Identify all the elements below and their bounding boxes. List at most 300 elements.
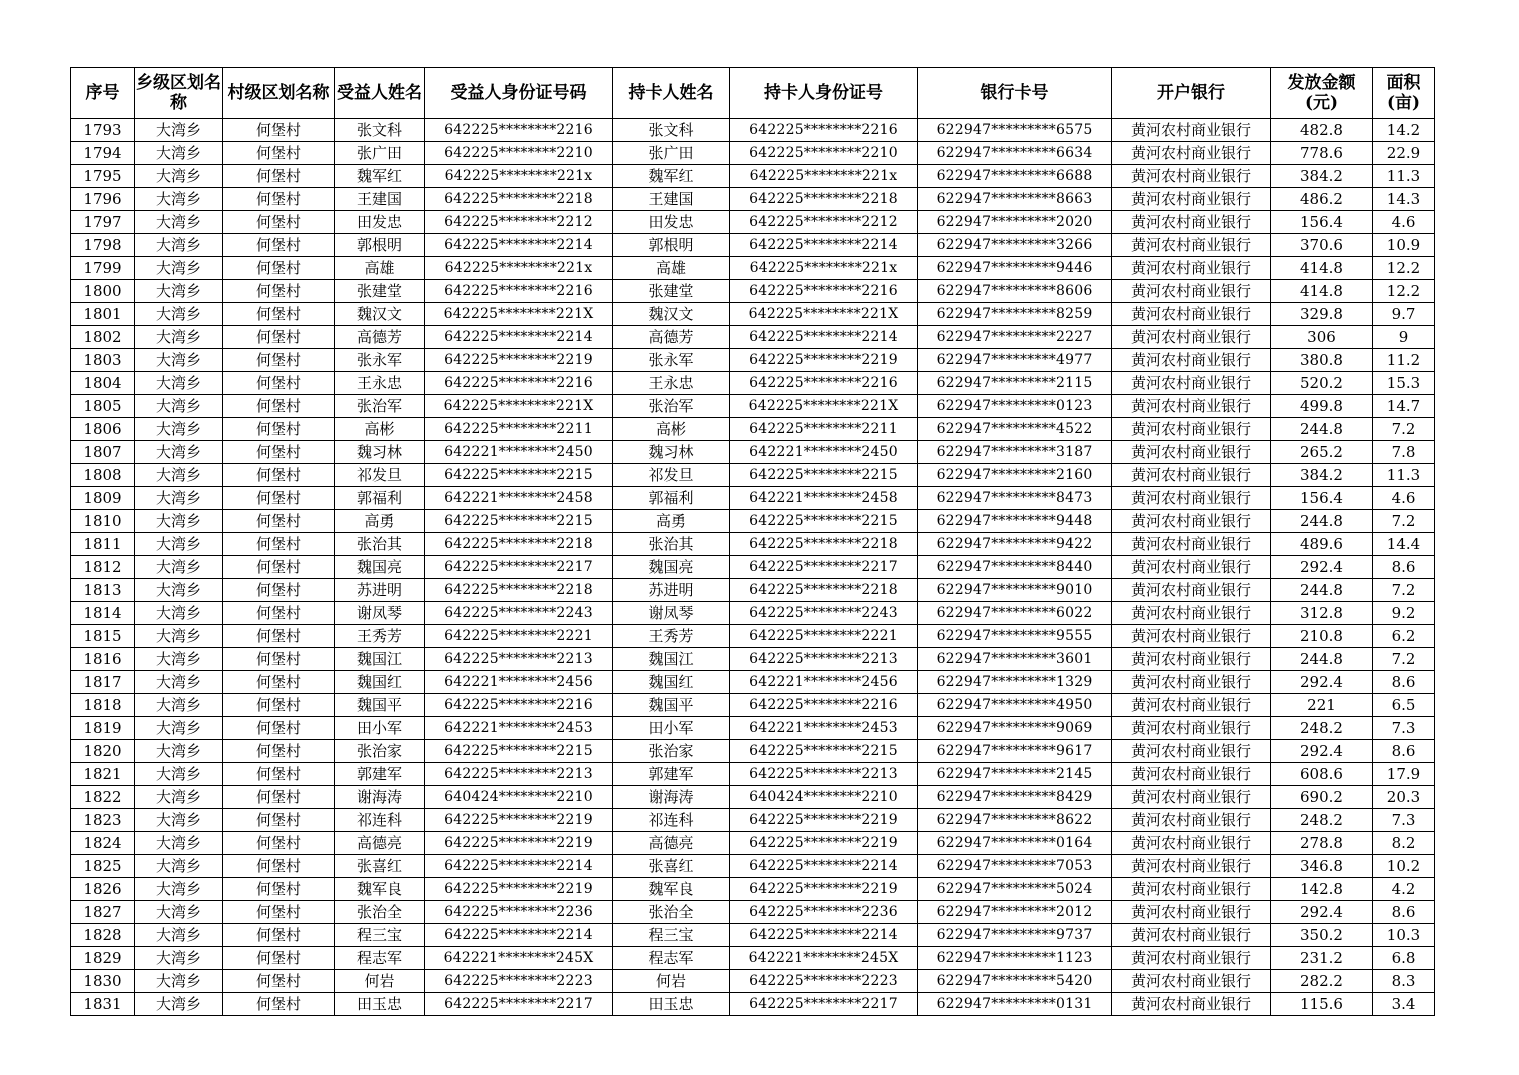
serial-cell: 1818: [71, 694, 135, 717]
village-cell: 何堡村: [223, 832, 335, 855]
bank-cell: 黄河农村商业银行: [1112, 786, 1271, 809]
cardholder-id-cell: 642225********2214: [730, 924, 918, 947]
area-cell: 14.3: [1373, 188, 1435, 211]
beneficiary-name-cell: 张治其: [335, 533, 425, 556]
village-cell: 何堡村: [223, 119, 335, 142]
bank-cell: 黄河农村商业银行: [1112, 142, 1271, 165]
header-area: 面积(亩): [1373, 68, 1435, 119]
area-cell: 9.7: [1373, 303, 1435, 326]
header-township: 乡级区划名称: [135, 68, 223, 119]
bank-card-cell: 622947*********5420: [918, 970, 1112, 993]
table-row: [71, 441, 1435, 464]
bank-cell: 黄河农村商业银行: [1112, 556, 1271, 579]
cardholder-id-cell: 642225********2216: [730, 694, 918, 717]
bank-card-cell: 622947*********1329: [918, 671, 1112, 694]
township-cell: 大湾乡: [135, 648, 223, 671]
cardholder-name-cell: 张治其: [613, 533, 730, 556]
bank-card-cell: 622947*********8473: [918, 487, 1112, 510]
table-row: [71, 349, 1435, 372]
cardholder-name-cell: 魏习林: [613, 441, 730, 464]
township-cell: 大湾乡: [135, 924, 223, 947]
bank-cell: 黄河农村商业银行: [1112, 648, 1271, 671]
township-cell: 大湾乡: [135, 142, 223, 165]
village-cell: 何堡村: [223, 878, 335, 901]
cardholder-id-cell: 642225********2214: [730, 326, 918, 349]
amount-cell: 282.2: [1271, 970, 1373, 993]
beneficiary-id-cell: 642225********2218: [425, 533, 613, 556]
area-cell: 7.2: [1373, 418, 1435, 441]
village-cell: 何堡村: [223, 257, 335, 280]
beneficiary-name-cell: 王秀芳: [335, 625, 425, 648]
bank-cell: 黄河农村商业银行: [1112, 993, 1271, 1016]
beneficiary-name-cell: 郭根明: [335, 234, 425, 257]
township-cell: 大湾乡: [135, 280, 223, 303]
beneficiary-id-cell: 642225********221x: [425, 257, 613, 280]
bank-card-cell: 622947*********6022: [918, 602, 1112, 625]
cardholder-name-cell: 张建堂: [613, 280, 730, 303]
serial-cell: 1794: [71, 142, 135, 165]
cardholder-name-cell: 高德芳: [613, 326, 730, 349]
area-cell: 10.3: [1373, 924, 1435, 947]
township-cell: 大湾乡: [135, 418, 223, 441]
township-cell: 大湾乡: [135, 671, 223, 694]
cardholder-name-cell: 张喜红: [613, 855, 730, 878]
beneficiary-id-cell: 642225********221X: [425, 303, 613, 326]
cardholder-id-cell: 642225********2215: [730, 510, 918, 533]
table-row: [71, 924, 1435, 947]
area-cell: 12.2: [1373, 257, 1435, 280]
area-cell: 14.7: [1373, 395, 1435, 418]
bank-card-cell: 622947*********8663: [918, 188, 1112, 211]
serial-cell: 1831: [71, 993, 135, 1016]
township-cell: 大湾乡: [135, 165, 223, 188]
area-cell: 10.9: [1373, 234, 1435, 257]
village-cell: 何堡村: [223, 901, 335, 924]
beneficiary-name-cell: 苏进明: [335, 579, 425, 602]
bank-cell: 黄河农村商业银行: [1112, 901, 1271, 924]
header-bank: 开户银行: [1112, 68, 1271, 119]
area-cell: 4.6: [1373, 211, 1435, 234]
beneficiary-id-cell: 642225********2219: [425, 878, 613, 901]
serial-cell: 1819: [71, 717, 135, 740]
beneficiary-id-cell: 642225********2223: [425, 970, 613, 993]
village-cell: 何堡村: [223, 165, 335, 188]
beneficiary-name-cell: 郭建军: [335, 763, 425, 786]
beneficiary-name-cell: 魏国平: [335, 694, 425, 717]
amount-cell: 278.8: [1271, 832, 1373, 855]
area-cell: 12.2: [1373, 280, 1435, 303]
amount-cell: 482.8: [1271, 119, 1373, 142]
serial-cell: 1814: [71, 602, 135, 625]
bank-cell: 黄河农村商业银行: [1112, 418, 1271, 441]
cardholder-id-cell: 642225********2214: [730, 855, 918, 878]
bank-cell: 黄河农村商业银行: [1112, 165, 1271, 188]
township-cell: 大湾乡: [135, 947, 223, 970]
cardholder-name-cell: 张治家: [613, 740, 730, 763]
table-body: [71, 119, 1435, 1016]
village-cell: 何堡村: [223, 464, 335, 487]
table-row: [71, 579, 1435, 602]
cardholder-id-cell: 642225********2223: [730, 970, 918, 993]
serial-cell: 1795: [71, 165, 135, 188]
township-cell: 大湾乡: [135, 602, 223, 625]
township-cell: 大湾乡: [135, 717, 223, 740]
bank-cell: 黄河农村商业银行: [1112, 119, 1271, 142]
cardholder-id-cell: 642225********2212: [730, 211, 918, 234]
cardholder-id-cell: 642225********2215: [730, 740, 918, 763]
village-cell: 何堡村: [223, 280, 335, 303]
amount-cell: 156.4: [1271, 211, 1373, 234]
bank-card-cell: 622947*********4522: [918, 418, 1112, 441]
township-cell: 大湾乡: [135, 395, 223, 418]
serial-cell: 1802: [71, 326, 135, 349]
village-cell: 何堡村: [223, 510, 335, 533]
beneficiary-id-cell: 642225********2211: [425, 418, 613, 441]
village-cell: 何堡村: [223, 924, 335, 947]
village-cell: 何堡村: [223, 556, 335, 579]
amount-cell: 210.8: [1271, 625, 1373, 648]
amount-cell: 231.2: [1271, 947, 1373, 970]
serial-cell: 1811: [71, 533, 135, 556]
bank-cell: 黄河农村商业银行: [1112, 303, 1271, 326]
cardholder-name-cell: 田发忠: [613, 211, 730, 234]
cardholder-id-cell: 642221********245X: [730, 947, 918, 970]
cardholder-id-cell: 642225********2219: [730, 349, 918, 372]
area-cell: 10.2: [1373, 855, 1435, 878]
beneficiary-id-cell: 642225********2215: [425, 464, 613, 487]
bank-cell: 黄河农村商业银行: [1112, 924, 1271, 947]
amount-cell: 221: [1271, 694, 1373, 717]
beneficiary-name-cell: 祁发旦: [335, 464, 425, 487]
beneficiary-id-cell: 642225********2216: [425, 372, 613, 395]
village-cell: 何堡村: [223, 809, 335, 832]
bank-card-cell: 622947*********2020: [918, 211, 1112, 234]
cardholder-name-cell: 魏汉文: [613, 303, 730, 326]
table-row: [71, 855, 1435, 878]
cardholder-name-cell: 魏军红: [613, 165, 730, 188]
serial-cell: 1825: [71, 855, 135, 878]
beneficiary-name-cell: 张广田: [335, 142, 425, 165]
serial-cell: 1821: [71, 763, 135, 786]
bank-card-cell: 622947*********9422: [918, 533, 1112, 556]
amount-cell: 329.8: [1271, 303, 1373, 326]
amount-cell: 156.4: [1271, 487, 1373, 510]
bank-cell: 黄河农村商业银行: [1112, 441, 1271, 464]
bank-cell: 黄河农村商业银行: [1112, 832, 1271, 855]
beneficiary-name-cell: 魏国江: [335, 648, 425, 671]
village-cell: 何堡村: [223, 717, 335, 740]
beneficiary-name-cell: 魏汉文: [335, 303, 425, 326]
cardholder-name-cell: 王建国: [613, 188, 730, 211]
beneficiary-name-cell: 张治家: [335, 740, 425, 763]
bank-card-cell: 622947*********8622: [918, 809, 1112, 832]
beneficiary-id-cell: 642225********2213: [425, 763, 613, 786]
serial-cell: 1793: [71, 119, 135, 142]
serial-cell: 1798: [71, 234, 135, 257]
amount-cell: 778.6: [1271, 142, 1373, 165]
amount-cell: 115.6: [1271, 993, 1373, 1016]
township-cell: 大湾乡: [135, 694, 223, 717]
serial-cell: 1812: [71, 556, 135, 579]
bank-card-cell: 622947*********9010: [918, 579, 1112, 602]
amount-cell: 265.2: [1271, 441, 1373, 464]
beneficiary-id-cell: 642225********2219: [425, 809, 613, 832]
beneficiary-name-cell: 张永军: [335, 349, 425, 372]
amount-cell: 380.8: [1271, 349, 1373, 372]
cardholder-name-cell: 张广田: [613, 142, 730, 165]
beneficiary-id-cell: 642225********2221: [425, 625, 613, 648]
cardholder-name-cell: 郭根明: [613, 234, 730, 257]
village-cell: 何堡村: [223, 602, 335, 625]
township-cell: 大湾乡: [135, 970, 223, 993]
beneficiary-id-cell: 642225********2217: [425, 556, 613, 579]
bank-card-cell: 622947*********8606: [918, 280, 1112, 303]
village-cell: 何堡村: [223, 142, 335, 165]
bank-card-cell: 622947*********2012: [918, 901, 1112, 924]
bank-card-cell: 622947*********9446: [918, 257, 1112, 280]
bank-card-cell: 622947*********9448: [918, 510, 1112, 533]
serial-cell: 1830: [71, 970, 135, 993]
beneficiary-name-cell: 张建堂: [335, 280, 425, 303]
village-cell: 何堡村: [223, 372, 335, 395]
table-row: [71, 303, 1435, 326]
beneficiary-id-cell: 642225********2218: [425, 188, 613, 211]
cardholder-id-cell: 642225********2216: [730, 280, 918, 303]
bank-cell: 黄河农村商业银行: [1112, 855, 1271, 878]
township-cell: 大湾乡: [135, 993, 223, 1016]
amount-cell: 248.2: [1271, 717, 1373, 740]
beneficiary-name-cell: 谢海涛: [335, 786, 425, 809]
bank-card-cell: 622947*********3266: [918, 234, 1112, 257]
township-cell: 大湾乡: [135, 786, 223, 809]
area-cell: 8.6: [1373, 740, 1435, 763]
cardholder-name-cell: 谢海涛: [613, 786, 730, 809]
serial-cell: 1820: [71, 740, 135, 763]
village-cell: 何堡村: [223, 533, 335, 556]
beneficiary-id-cell: 642225********2217: [425, 993, 613, 1016]
village-cell: 何堡村: [223, 740, 335, 763]
area-cell: 9: [1373, 326, 1435, 349]
cardholder-name-cell: 祁连科: [613, 809, 730, 832]
village-cell: 何堡村: [223, 211, 335, 234]
table-row: [71, 970, 1435, 993]
area-cell: 7.2: [1373, 648, 1435, 671]
serial-cell: 1829: [71, 947, 135, 970]
village-cell: 何堡村: [223, 855, 335, 878]
bank-cell: 黄河农村商业银行: [1112, 211, 1271, 234]
amount-cell: 292.4: [1271, 740, 1373, 763]
cardholder-id-cell: 642225********2236: [730, 901, 918, 924]
area-cell: 4.2: [1373, 878, 1435, 901]
table-row: [71, 395, 1435, 418]
amount-cell: 312.8: [1271, 602, 1373, 625]
village-cell: 何堡村: [223, 671, 335, 694]
table-row: [71, 326, 1435, 349]
beneficiary-id-cell: 642221********2453: [425, 717, 613, 740]
bank-cell: 黄河农村商业银行: [1112, 694, 1271, 717]
township-cell: 大湾乡: [135, 188, 223, 211]
beneficiary-name-cell: 高彬: [335, 418, 425, 441]
beneficiary-id-cell: 642225********2214: [425, 855, 613, 878]
cardholder-id-cell: 642225********2214: [730, 234, 918, 257]
cardholder-name-cell: 魏军良: [613, 878, 730, 901]
amount-cell: 370.6: [1271, 234, 1373, 257]
cardholder-id-cell: 642225********2221: [730, 625, 918, 648]
cardholder-id-cell: 642225********2218: [730, 579, 918, 602]
table-row: [71, 786, 1435, 809]
township-cell: 大湾乡: [135, 556, 223, 579]
serial-cell: 1816: [71, 648, 135, 671]
cardholder-name-cell: 田小军: [613, 717, 730, 740]
cardholder-id-cell: 642225********2217: [730, 993, 918, 1016]
bank-card-cell: 622947*********9737: [918, 924, 1112, 947]
amount-cell: 292.4: [1271, 671, 1373, 694]
table-header-row: [71, 68, 1435, 119]
area-cell: 8.6: [1373, 556, 1435, 579]
amount-cell: 499.8: [1271, 395, 1373, 418]
amount-cell: 414.8: [1271, 280, 1373, 303]
area-cell: 17.9: [1373, 763, 1435, 786]
cardholder-name-cell: 郭建军: [613, 763, 730, 786]
bank-cell: 黄河农村商业银行: [1112, 188, 1271, 211]
beneficiary-name-cell: 魏军红: [335, 165, 425, 188]
beneficiary-id-cell: 642221********245X: [425, 947, 613, 970]
cardholder-id-cell: 642225********2211: [730, 418, 918, 441]
table-row: [71, 464, 1435, 487]
village-cell: 何堡村: [223, 648, 335, 671]
header-cardholder-name: 持卡人姓名: [613, 68, 730, 119]
township-cell: 大湾乡: [135, 855, 223, 878]
area-cell: 6.2: [1373, 625, 1435, 648]
header-serial: 序号: [71, 68, 135, 119]
village-cell: 何堡村: [223, 303, 335, 326]
beneficiary-name-cell: 魏国亮: [335, 556, 425, 579]
area-cell: 8.6: [1373, 901, 1435, 924]
table-row: [71, 694, 1435, 717]
beneficiary-id-cell: 642221********2450: [425, 441, 613, 464]
table-row: [71, 234, 1435, 257]
village-cell: 何堡村: [223, 234, 335, 257]
bank-cell: 黄河农村商业银行: [1112, 717, 1271, 740]
beneficiary-name-cell: 田玉忠: [335, 993, 425, 1016]
header-bank-card: 银行卡号: [918, 68, 1112, 119]
bank-cell: 黄河农村商业银行: [1112, 487, 1271, 510]
beneficiary-id-cell: 642225********221x: [425, 165, 613, 188]
village-cell: 何堡村: [223, 786, 335, 809]
cardholder-id-cell: 642221********2450: [730, 441, 918, 464]
bank-card-cell: 622947*********5024: [918, 878, 1112, 901]
serial-cell: 1804: [71, 372, 135, 395]
bank-card-cell: 622947*********8440: [918, 556, 1112, 579]
bank-cell: 黄河农村商业银行: [1112, 740, 1271, 763]
serial-cell: 1807: [71, 441, 135, 464]
beneficiary-id-cell: 642225********2216: [425, 694, 613, 717]
bank-cell: 黄河农村商业银行: [1112, 970, 1271, 993]
amount-cell: 414.8: [1271, 257, 1373, 280]
area-cell: 15.3: [1373, 372, 1435, 395]
header-beneficiary-id: 受益人身份证号码: [425, 68, 613, 119]
bank-card-cell: 622947*********6575: [918, 119, 1112, 142]
table-row: [71, 142, 1435, 165]
amount-cell: 292.4: [1271, 901, 1373, 924]
cardholder-id-cell: 642225********2243: [730, 602, 918, 625]
township-cell: 大湾乡: [135, 878, 223, 901]
serial-cell: 1796: [71, 188, 135, 211]
table-row: [71, 602, 1435, 625]
beneficiary-name-cell: 程志军: [335, 947, 425, 970]
cardholder-name-cell: 高德亮: [613, 832, 730, 855]
beneficiary-id-cell: 642225********2219: [425, 349, 613, 372]
amount-cell: 384.2: [1271, 165, 1373, 188]
village-cell: 何堡村: [223, 694, 335, 717]
bank-card-cell: 622947*********2145: [918, 763, 1112, 786]
beneficiary-name-cell: 田小军: [335, 717, 425, 740]
bank-cell: 黄河农村商业银行: [1112, 257, 1271, 280]
cardholder-id-cell: 642225********2216: [730, 372, 918, 395]
village-cell: 何堡村: [223, 395, 335, 418]
table-row: [71, 717, 1435, 740]
serial-cell: 1824: [71, 832, 135, 855]
amount-cell: 248.2: [1271, 809, 1373, 832]
serial-cell: 1810: [71, 510, 135, 533]
cardholder-id-cell: 642225********2210: [730, 142, 918, 165]
serial-cell: 1813: [71, 579, 135, 602]
area-cell: 3.4: [1373, 993, 1435, 1016]
cardholder-id-cell: 642225********2218: [730, 188, 918, 211]
cardholder-id-cell: 642221********2453: [730, 717, 918, 740]
township-cell: 大湾乡: [135, 257, 223, 280]
cardholder-name-cell: 张永军: [613, 349, 730, 372]
beneficiary-id-cell: 642225********221X: [425, 395, 613, 418]
bank-cell: 黄河农村商业银行: [1112, 280, 1271, 303]
cardholder-name-cell: 魏国平: [613, 694, 730, 717]
area-cell: 6.8: [1373, 947, 1435, 970]
serial-cell: 1808: [71, 464, 135, 487]
township-cell: 大湾乡: [135, 234, 223, 257]
beneficiary-id-cell: 642225********2216: [425, 119, 613, 142]
bank-cell: 黄河农村商业银行: [1112, 878, 1271, 901]
amount-cell: 350.2: [1271, 924, 1373, 947]
amount-cell: 142.8: [1271, 878, 1373, 901]
village-cell: 何堡村: [223, 326, 335, 349]
amount-cell: 244.8: [1271, 648, 1373, 671]
serial-cell: 1817: [71, 671, 135, 694]
beneficiary-id-cell: 642225********2218: [425, 579, 613, 602]
beneficiary-name-cell: 高德亮: [335, 832, 425, 855]
bank-card-cell: 622947*********6688: [918, 165, 1112, 188]
area-cell: 11.3: [1373, 165, 1435, 188]
cardholder-id-cell: 640424********2210: [730, 786, 918, 809]
bank-card-cell: 622947*********4977: [918, 349, 1112, 372]
cardholder-name-cell: 何岩: [613, 970, 730, 993]
village-cell: 何堡村: [223, 970, 335, 993]
serial-cell: 1809: [71, 487, 135, 510]
bank-card-cell: 622947*********9617: [918, 740, 1112, 763]
serial-cell: 1828: [71, 924, 135, 947]
amount-cell: 690.2: [1271, 786, 1373, 809]
village-cell: 何堡村: [223, 188, 335, 211]
cardholder-name-cell: 高雄: [613, 257, 730, 280]
table-row: [71, 165, 1435, 188]
area-cell: 7.2: [1373, 510, 1435, 533]
beneficiary-name-cell: 程三宝: [335, 924, 425, 947]
township-cell: 大湾乡: [135, 372, 223, 395]
amount-cell: 489.6: [1271, 533, 1373, 556]
village-cell: 何堡村: [223, 947, 335, 970]
village-cell: 何堡村: [223, 418, 335, 441]
header-beneficiary-name: 受益人姓名: [335, 68, 425, 119]
beneficiary-name-cell: 祁连科: [335, 809, 425, 832]
